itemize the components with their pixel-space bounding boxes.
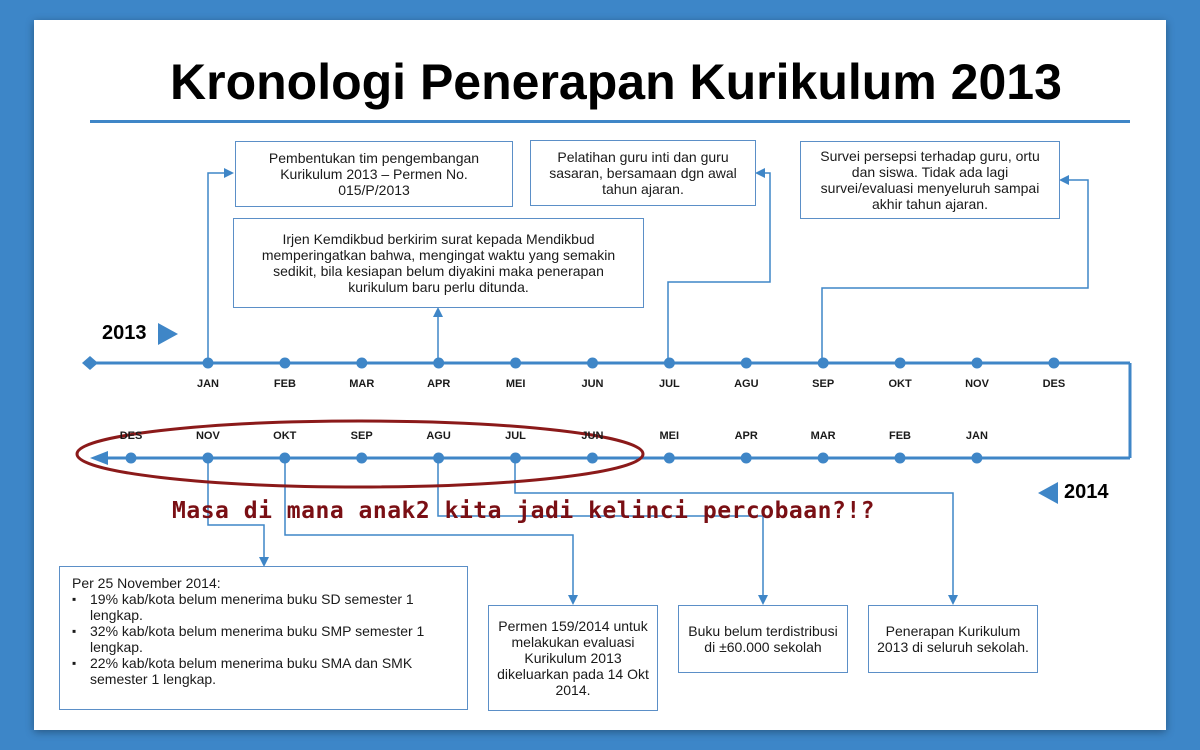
y2013-month-label: NOV [965, 378, 989, 390]
y2014-dot-0 [126, 453, 137, 464]
y2014-dot-6 [587, 453, 598, 464]
list-item: ▪ 32% kab/kota belum menerima buku SMP semester 1 lengkap. [90, 623, 455, 655]
y2013-month-label: FEB [273, 378, 296, 390]
y2014-month-label: SEP [350, 430, 373, 442]
y2014-month-label: FEB [889, 430, 911, 442]
year-label-2013: 2013 [102, 322, 147, 344]
event-box-okt-2014: Permen 159/2014 untuk melakukan evaluasi Kurikulum 2013 dikeluarkan pada 14 Okt 2014. [488, 605, 658, 711]
y2013-month-label: JAN [196, 378, 220, 390]
y2014-month-label: JAN [965, 430, 988, 442]
y2013-dot-11 [1048, 358, 1059, 369]
y2014-month-label: DES [119, 430, 143, 442]
y2013-dot-6 [664, 358, 675, 369]
y2013-dot-9 [895, 358, 906, 369]
y2014-month-label: OKT [273, 430, 297, 442]
y2013-dot-2 [356, 358, 367, 369]
y2014-dot-10 [895, 453, 906, 464]
y2013-month-label: MEI [505, 378, 526, 390]
year-2014-arrow-icon [1038, 482, 1058, 504]
annotation-text: Masa di mana anak2 kita jadi kelinci percobaan?!? [172, 498, 876, 524]
y2014-dot-3 [356, 453, 367, 464]
y2014-month-label: JUL [505, 430, 526, 442]
year-label-2014: 2014 [1064, 481, 1109, 503]
y2013-month-label: OKT [888, 378, 912, 390]
y2013-month-label: SEP [812, 378, 835, 390]
event-box-sep-2013: Survei persepsi terhadap guru, ortu dan siswa. Tidak ada lagi survei/evaluasi menyeluruh sampai akhir tahun ajaran. [800, 141, 1060, 219]
event-box-jul-2013: Pelatihan guru inti dan guru sasaran, bersamaan dgn awal tahun ajaran. [530, 140, 756, 206]
y2013-month-label: JUL [659, 378, 680, 390]
nov-list [72, 591, 455, 687]
slide-title: Kronologi Penerapan Kurikulum 2013 [170, 54, 1062, 110]
y2013-dot-7 [741, 358, 752, 369]
y2014-dot-7 [664, 453, 675, 464]
y2013-month-label: JUN [581, 378, 604, 390]
y2013-month-label: DES [1042, 378, 1066, 390]
y2014-month-label: JUN [581, 430, 604, 442]
y2013-dot-8 [818, 358, 829, 369]
y2013-month-label: AGU [734, 378, 759, 390]
y2014-dot-11 [971, 453, 982, 464]
list-item: ▪ 22% kab/kota belum menerima buku SMA dan SMK semester 1 lengkap. [90, 655, 455, 687]
y2013-dot-1 [279, 358, 290, 369]
timeline-end-arrow [90, 451, 108, 465]
event-box-agu-2014: Buku belum terdistribusi di ±60.000 sekolah [678, 605, 848, 673]
connector-agu [438, 458, 763, 603]
event-box-jan-2013: Pembentukan tim pengembangan Kurikulum 2013 – Permen No. 015/P/2013 [235, 141, 513, 207]
nov-intro: Per 25 November 2014: [72, 575, 221, 591]
y2013-month-label: MAR [349, 378, 375, 390]
event-box-apr-2013: Irjen Kemdikbud berkirim surat kepada Mendikbud memperingatkan bahwa, mengingat waktu yang semakin sedikit, bila kesiapan belum diyakini maka penerapan kurikulum baru perlu ditunda. [233, 218, 644, 308]
event-box-jul-2014: Penerapan Kurikulum 2013 di seluruh sekolah. [868, 605, 1038, 673]
list-item: ▪ 19% kab/kota belum menerima buku SD semester 1 lengkap. [90, 591, 455, 623]
y2013-month-label: APR [427, 378, 451, 390]
timeline-start-diamond [82, 356, 98, 370]
y2013-dot-10 [972, 358, 983, 369]
connector-jan [208, 173, 232, 363]
y2014-month-label: NOV [195, 430, 220, 442]
y2014-month-label: AGU [426, 430, 451, 442]
y2013-dot-4 [510, 358, 521, 369]
connector-jul-2014 [515, 458, 953, 603]
y2013-dot-5 [587, 358, 598, 369]
y2014-month-label: MAR [810, 430, 836, 442]
y2014-month-label: MEI [659, 430, 680, 442]
y2014-month-label: APR [734, 430, 758, 442]
year-2013-arrow-icon [158, 323, 178, 345]
y2014-dot-8 [741, 453, 752, 464]
y2014-dot-9 [818, 453, 829, 464]
event-box-nov-2014 [59, 566, 468, 710]
